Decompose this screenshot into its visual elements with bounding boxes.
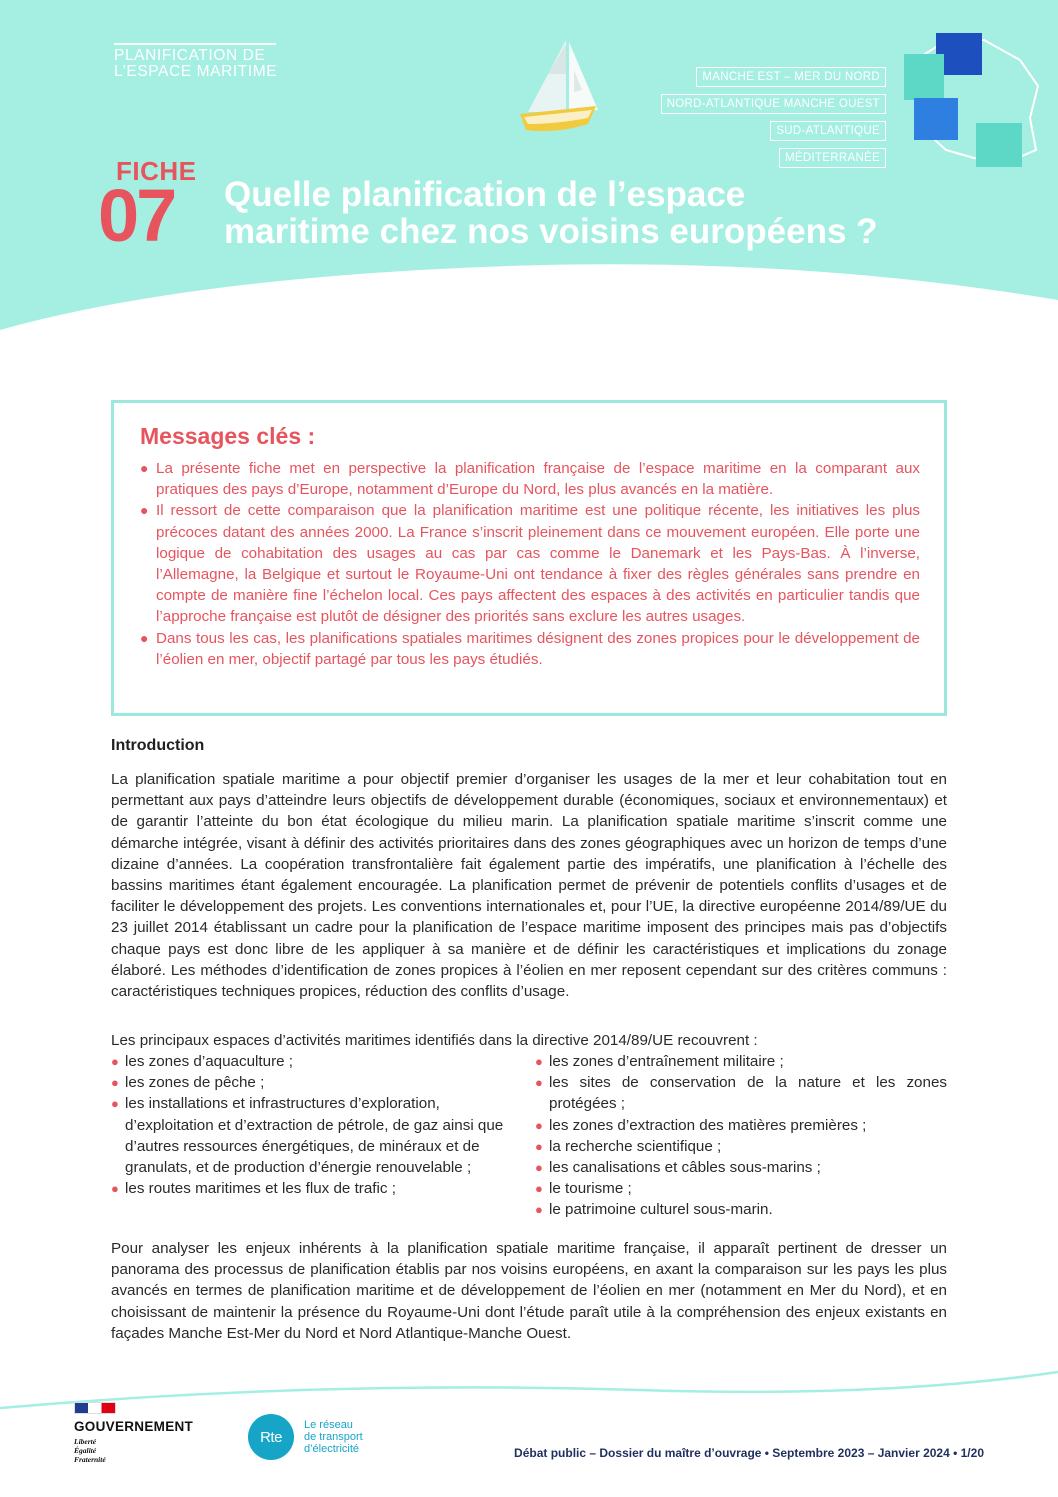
title-line-1: Quelle planification de l’espace bbox=[224, 175, 746, 214]
list-item bbox=[111, 1093, 511, 1178]
section-title-introduction: Introduction bbox=[111, 737, 205, 754]
motto-line: Égalité bbox=[74, 1446, 97, 1455]
bullet-icon: ● bbox=[111, 1075, 119, 1091]
series-line-1: PLANIFICATION DE bbox=[114, 47, 266, 64]
list-item bbox=[111, 1072, 511, 1093]
list-item-text: le tourisme ; bbox=[549, 1180, 632, 1198]
government-name: GOUVERNEMENT bbox=[74, 1419, 194, 1434]
bullet-icon: ● bbox=[140, 502, 149, 519]
rte-tagline-line: d’électricité bbox=[304, 1443, 360, 1455]
bullet-icon: ● bbox=[111, 1054, 119, 1069]
list-item-text: les canalisations et câbles sous-marins ; bbox=[549, 1159, 821, 1177]
series-line-2: L’ESPACE MARITIME bbox=[114, 63, 278, 80]
title-line-2: maritime chez nos voisins européens ? bbox=[224, 212, 878, 251]
list-item-text: le patrimoine culturel sous-marin. bbox=[549, 1201, 773, 1219]
key-messages-box bbox=[111, 400, 947, 716]
list-item bbox=[140, 500, 920, 627]
list-item bbox=[535, 1199, 947, 1220]
header-band bbox=[0, 0, 1058, 340]
list-item-text: les zones d’extraction des matières premières ; bbox=[549, 1116, 867, 1134]
list-item bbox=[111, 1178, 511, 1199]
bullet-icon: ● bbox=[535, 1117, 543, 1133]
list-item-text: les routes maritimes et les flux de trafic ; bbox=[125, 1180, 396, 1198]
intro-paragraph-2: Pour analyser les enjeux inhérents à la planification spatiale maritime française, il apparaît pertinent de dresser un panorama des processus de planification établis par nos voisins européens, en axant la comparaison sur les pays les plus avancés en termes de planification maritime et de développement de l’éolien en mer (notamment en Mer du Nord), et en choisissant de maintenir la présence du Royaume-Uni dont l’étude paraît utile à la compréhension des enjeux existants en façades Manche Est-Mer du Nord et Nord Atlantique-Manche Ouest. bbox=[111, 1240, 947, 1342]
region-tag-mediterranee: MÉDITERRANÉE bbox=[779, 148, 886, 168]
list-item bbox=[140, 628, 920, 670]
region-tag-nord-atlantique: NORD-ATLANTIQUE MANCHE OUEST bbox=[661, 94, 886, 114]
bullet-icon: ● bbox=[535, 1181, 543, 1197]
series-rule bbox=[114, 43, 276, 45]
list-lead: Les principaux espaces d’activités maritimes identifiés dans la directive 2014/89/UE recouvrent : bbox=[111, 1032, 758, 1049]
key-messages-list bbox=[140, 458, 920, 670]
key-messages-title: Messages clés : bbox=[140, 423, 316, 449]
bullet-icon: ● bbox=[140, 629, 149, 646]
region-tags bbox=[661, 67, 886, 168]
list-item bbox=[535, 1115, 947, 1136]
bullet-icon: ● bbox=[535, 1160, 543, 1176]
list-item-text: les zones de pêche ; bbox=[125, 1074, 265, 1092]
bullet-icon: ● bbox=[111, 1181, 119, 1197]
list-item-text: les zones d’aquaculture ; bbox=[125, 1053, 294, 1070]
list-item-text: les zones d’entraînement militaire ; bbox=[549, 1053, 784, 1070]
region-tag-sud-atlantique: SUD-ATLANTIQUE bbox=[770, 121, 886, 141]
region-tag-manche-est: MANCHE EST – MER DU NORD bbox=[696, 67, 886, 87]
rte-tagline-line: de transport bbox=[304, 1431, 363, 1443]
list-item-text: la recherche scientifique ; bbox=[549, 1137, 722, 1155]
motto-line: Liberté bbox=[74, 1437, 97, 1446]
series-label bbox=[114, 43, 277, 80]
key-message-text: Dans tous les cas, les planifications spatiales maritimes désignent des zones propices pour le développement de l’éolien en mer, objectif partagé par tous les pays étudiés. bbox=[156, 629, 920, 668]
list-item bbox=[535, 1157, 947, 1178]
bullet-icon: ● bbox=[535, 1202, 543, 1218]
list-item bbox=[111, 1051, 511, 1072]
activity-list-right bbox=[535, 1051, 947, 1221]
bullet-icon: ● bbox=[535, 1138, 543, 1154]
page-title bbox=[224, 176, 984, 250]
list-item bbox=[535, 1136, 947, 1157]
footer-reference: Débat public – Dossier du maître d’ouvrage • Septembre 2023 – Janvier 2024 • 1/20 bbox=[514, 1446, 984, 1460]
bullet-icon: ● bbox=[535, 1075, 543, 1091]
activity-list-left bbox=[111, 1051, 511, 1199]
list-item-text: les sites de conservation de la nature et les zones protégées ; bbox=[549, 1074, 947, 1113]
rte-tagline bbox=[304, 1419, 363, 1455]
motto-line: Fraternité bbox=[74, 1455, 106, 1464]
list-item bbox=[140, 458, 920, 500]
intro-paragraph-1: La planification spatiale maritime a pour objectif premier d’organiser les usages de la mer et leur cohabitation tout en permettant aux pays d’atteindre leurs objectifs de développement durable (économiques, sociaux et environnementaux) et de garantir l’atteinte du bon état écologique du milieu marin. La planification spatiale maritime s’inscrit comme une démarche intégrée, visant à définir des activités prioritaires dans des zones géographiques avec un horizon de temps d’une dizaine d’années. La coopération transfrontalière fait également partie des impératifs, une planification à l’échelle des bassins maritimes étant également encouragée. La planification permet de prévenir de potentiels conflits d’usages et de faciliter le développement des projets. Les conventions internationales et, pour l’UE, la directive européenne 2014/89/UE du 23 juillet 2014 établissant un cadre pour la planification de l’espace maritime imposent des principes mais pas d’objectifs chaque pays est donc libre de les appliquer à sa manière et de définir les caractéristiques et implications du zonage élaboré. Les méthodes d’identification de zones propices à l’éolien en mer reposent cependant sur des critères communs : caractéristiques techniques propices, réduction des conflits d’usage. bbox=[111, 771, 947, 1001]
rte-logo-mark: Rte bbox=[248, 1414, 294, 1460]
bullet-icon: ● bbox=[111, 1096, 119, 1112]
bullet-icon: ● bbox=[140, 460, 149, 476]
government-motto bbox=[74, 1437, 193, 1464]
marianne-flag-icon bbox=[74, 1402, 116, 1414]
key-message-text: Il ressort de cette comparaison que la planification maritime est une politique récente, les initiatives les plus précoces datant des années 2000. La France s’inscrit pleinement dans ce mouvement européen. Elle porte une logique de cohabitation des usages au cas par cas comme le Danemark et les Pays-Bas. À l’inverse, l’Allemagne, la Belgique et surtout le Royaume-Uni ont tendance à fixer des règles générales sans prendre en compte de manière fine l’échelon local. Ces pays affectent des espaces à des activités en particulier tandis que l’approche française est plutôt de désigner des priorités sans exclure les autres usages. bbox=[156, 502, 920, 626]
list-item bbox=[535, 1072, 947, 1114]
key-message-text: La présente fiche met en perspective la planification française de l’espace maritime en la comparant aux pratiques des pays d’Europe, notamment d’Europe du Nord, les plus avancés en la matière. bbox=[156, 460, 920, 499]
rte-tagline-line: Le réseau bbox=[304, 1419, 353, 1431]
fiche-number: 07 bbox=[98, 174, 175, 257]
list-item bbox=[535, 1178, 947, 1199]
rte-logo bbox=[248, 1414, 363, 1460]
list-item-text: les installations et infrastructures d’exploration, d’exploitation et d’extraction de pétrole, de gaz ainsi que d’autres ressources énergétiques, de minéraux et de granulats, et de production d’énergie renouvelable ; bbox=[125, 1095, 504, 1177]
bullet-icon: ● bbox=[535, 1054, 543, 1069]
fiche-label: FICHE bbox=[116, 156, 197, 186]
government-logo bbox=[74, 1402, 193, 1464]
list-item bbox=[535, 1051, 947, 1072]
